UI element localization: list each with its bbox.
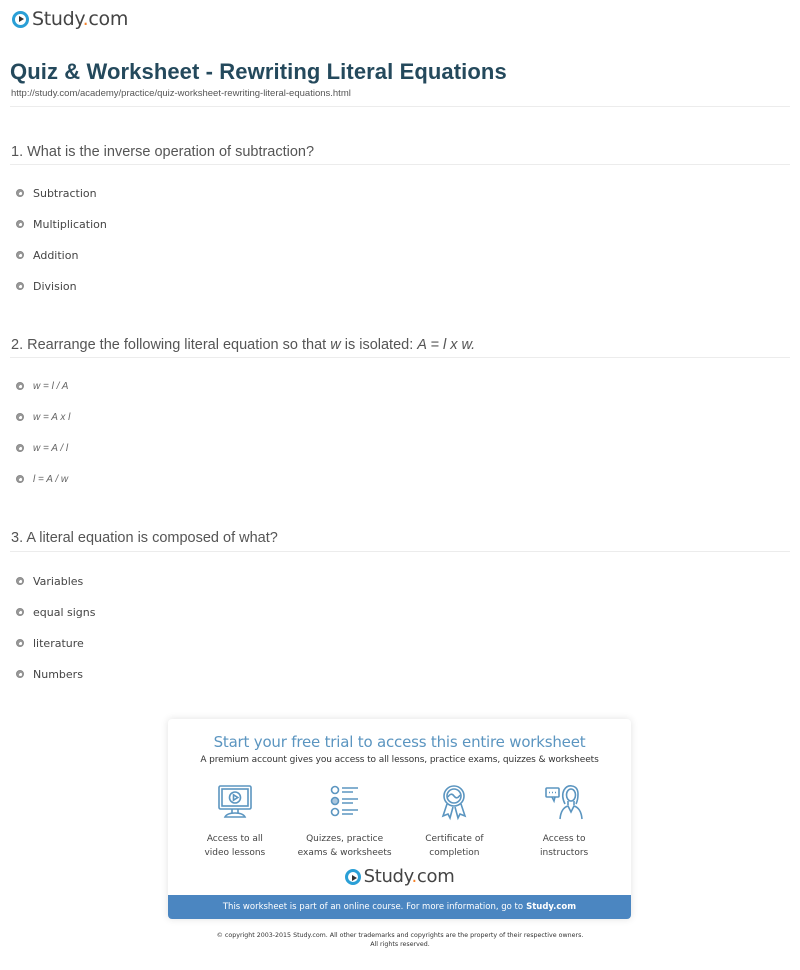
feature-instructors: Access to instructors	[509, 782, 619, 860]
answer-option[interactable]	[16, 186, 97, 200]
answer-option[interactable]	[16, 667, 83, 681]
answer-option[interactable]	[16, 472, 68, 486]
question-number: 2.	[11, 337, 24, 353]
radio-button[interactable]	[16, 608, 24, 616]
feature-quizzes: Quizzes, practice exams & worksheets	[290, 782, 400, 860]
course-info-bar: This worksheet is part of an online course. For more information, go to Study.com	[168, 895, 631, 919]
divider	[10, 106, 790, 107]
question-3	[11, 530, 278, 546]
quiz-list-icon	[325, 782, 365, 822]
option-label: Multiplication	[33, 217, 107, 231]
divider	[10, 551, 790, 552]
answer-option[interactable]	[16, 410, 70, 424]
radio-button[interactable]	[16, 670, 24, 678]
option-label: Subtraction	[33, 186, 97, 200]
question-number: 3.	[11, 530, 24, 546]
option-label: literature	[33, 636, 84, 650]
option-label: w = l / A	[33, 380, 69, 392]
radio-button[interactable]	[16, 475, 24, 483]
option-label: Numbers	[33, 667, 83, 681]
answer-option[interactable]	[16, 574, 83, 588]
copyright-notice: © copyright 2003-2015 Study.com. All other trademarks and copyrights are the property of their respective owners. All rights reserved.	[216, 932, 584, 948]
promo-subtitle: A premium account gives you access to all lessons, practice exams, quizzes & worksheets	[200, 755, 599, 765]
option-label: l = A / w	[33, 473, 69, 485]
option-label: Variables	[33, 574, 84, 588]
question-text: What is the inverse operation of subtraction?	[27, 144, 315, 160]
radio-button[interactable]	[16, 382, 24, 390]
option-label: w = A x l	[33, 411, 71, 423]
study-link[interactable]: Study.com	[526, 902, 577, 912]
play-icon	[12, 11, 29, 28]
radio-button[interactable]	[16, 413, 24, 421]
radio-button[interactable]	[16, 282, 24, 290]
radio-button[interactable]	[16, 189, 24, 197]
feature-certificate: Certificate of completion	[400, 782, 510, 860]
option-label: Addition	[33, 248, 79, 262]
option-label: w = A / l	[33, 442, 69, 454]
instructor-icon	[544, 782, 584, 822]
page-title: Quiz & Worksheet - Rewriting Literal Equations	[10, 59, 507, 84]
video-lesson-icon	[215, 782, 255, 822]
option-label: Division	[33, 279, 77, 293]
logo-text: Study.com	[32, 7, 129, 30]
answer-option[interactable]	[16, 441, 68, 455]
card-study-logo[interactable]	[168, 868, 631, 886]
question-number: 1.	[11, 144, 24, 160]
radio-button[interactable]	[16, 220, 24, 228]
feature-video-lessons: Access to all video lessons	[180, 782, 290, 860]
answer-option[interactable]	[16, 379, 68, 393]
answer-option[interactable]	[16, 217, 107, 231]
promo-title[interactable]: Start your free trial to access this entire worksheet	[213, 733, 586, 751]
question-1	[11, 144, 314, 160]
question-text: A literal equation is composed of what?	[26, 530, 278, 546]
answer-option[interactable]	[16, 605, 96, 619]
question-2: 2. Rearrange the following literal equation so that w is isolated: A = l x w.	[11, 337, 476, 353]
logo-text: Study.com	[363, 866, 455, 887]
radio-button[interactable]	[16, 251, 24, 259]
radio-button[interactable]	[16, 577, 24, 585]
play-icon	[345, 869, 361, 885]
option-label: equal signs	[33, 605, 96, 619]
radio-button[interactable]	[16, 639, 24, 647]
divider	[10, 164, 790, 165]
answer-option[interactable]	[16, 248, 78, 262]
free-trial-card	[168, 719, 631, 919]
study-logo[interactable]	[12, 8, 128, 30]
answer-option[interactable]	[16, 279, 77, 293]
certificate-icon	[434, 782, 474, 822]
answer-option[interactable]	[16, 636, 84, 650]
page-url: http://study.com/academy/practice/quiz-worksheet-rewriting-literal-equations.html	[11, 88, 351, 99]
feature-list	[168, 782, 631, 860]
radio-button[interactable]	[16, 444, 24, 452]
divider	[10, 357, 790, 358]
